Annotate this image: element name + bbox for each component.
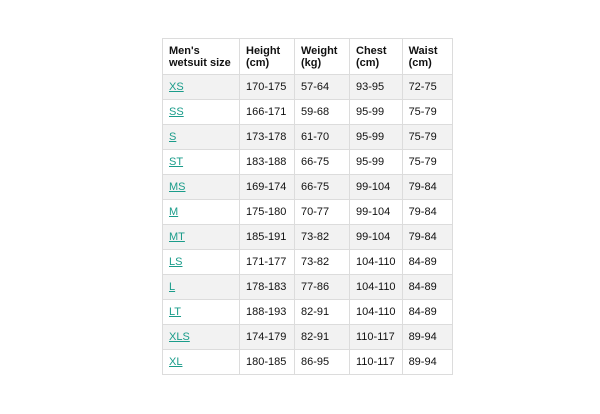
- height-cell: 180-185: [240, 350, 295, 375]
- table-row: [163, 225, 453, 250]
- waist-cell: 84-89: [402, 250, 452, 275]
- size-link[interactable]: S: [169, 131, 177, 143]
- height-cell: 185-191: [240, 225, 295, 250]
- table-row: [163, 150, 453, 175]
- table-row: [163, 350, 453, 375]
- table-row: [163, 200, 453, 225]
- size-cell: [163, 275, 240, 300]
- size-cell: [163, 225, 240, 250]
- waist-cell: 75-79: [402, 150, 452, 175]
- size-link[interactable]: XLS: [169, 331, 190, 343]
- header-chest: Chest (cm): [350, 39, 403, 75]
- height-cell: 188-193: [240, 300, 295, 325]
- weight-cell: 66-75: [295, 150, 350, 175]
- table-row: [163, 75, 453, 100]
- chest-cell: 95-99: [350, 100, 403, 125]
- height-cell: 170-175: [240, 75, 295, 100]
- chest-cell: 99-104: [350, 225, 403, 250]
- header-size: Men's wetsuit size: [163, 39, 240, 75]
- weight-cell: 61-70: [295, 125, 350, 150]
- size-link[interactable]: XL: [169, 356, 183, 368]
- weight-cell: 77-86: [295, 275, 350, 300]
- size-link[interactable]: XS: [169, 81, 184, 93]
- header-height: Height (cm): [240, 39, 295, 75]
- size-cell: [163, 75, 240, 100]
- weight-cell: 66-75: [295, 175, 350, 200]
- weight-cell: 82-91: [295, 325, 350, 350]
- size-chart-header: [163, 39, 453, 75]
- weight-cell: 82-91: [295, 300, 350, 325]
- height-cell: 166-171: [240, 100, 295, 125]
- table-row: [163, 325, 453, 350]
- size-cell: [163, 150, 240, 175]
- size-cell: [163, 200, 240, 225]
- chest-cell: 99-104: [350, 200, 403, 225]
- waist-cell: 75-79: [402, 125, 452, 150]
- size-link[interactable]: MT: [169, 231, 185, 243]
- chest-cell: 104-110: [350, 250, 403, 275]
- header-row: [163, 39, 453, 75]
- weight-cell: 86-95: [295, 350, 350, 375]
- size-cell: [163, 100, 240, 125]
- size-link[interactable]: L: [169, 281, 176, 293]
- chest-cell: 93-95: [350, 75, 403, 100]
- size-cell: [163, 175, 240, 200]
- height-cell: 178-183: [240, 275, 295, 300]
- height-cell: 171-177: [240, 250, 295, 275]
- weight-cell: 70-77: [295, 200, 350, 225]
- chest-cell: 95-99: [350, 125, 403, 150]
- table-row: [163, 175, 453, 200]
- weight-cell: 73-82: [295, 225, 350, 250]
- chest-cell: 110-117: [350, 325, 403, 350]
- size-chart-table: [162, 38, 453, 375]
- header-weight: Weight (kg): [295, 39, 350, 75]
- size-link[interactable]: LS: [169, 256, 183, 268]
- height-cell: 183-188: [240, 150, 295, 175]
- size-link[interactable]: SS: [169, 106, 184, 118]
- table-row: [163, 250, 453, 275]
- size-link[interactable]: ST: [169, 156, 184, 168]
- waist-cell: 84-89: [402, 300, 452, 325]
- table-row: [163, 275, 453, 300]
- height-cell: 175-180: [240, 200, 295, 225]
- chest-cell: 104-110: [350, 300, 403, 325]
- waist-cell: 79-84: [402, 175, 452, 200]
- table-row: [163, 300, 453, 325]
- size-cell: [163, 300, 240, 325]
- weight-cell: 57-64: [295, 75, 350, 100]
- waist-cell: 79-84: [402, 225, 452, 250]
- waist-cell: 89-94: [402, 350, 452, 375]
- waist-cell: 72-75: [402, 75, 452, 100]
- weight-cell: 73-82: [295, 250, 350, 275]
- weight-cell: 59-68: [295, 100, 350, 125]
- chest-cell: 104-110: [350, 275, 403, 300]
- size-cell: [163, 350, 240, 375]
- waist-cell: 84-89: [402, 275, 452, 300]
- size-cell: [163, 325, 240, 350]
- height-cell: 173-178: [240, 125, 295, 150]
- height-cell: 169-174: [240, 175, 295, 200]
- waist-cell: 89-94: [402, 325, 452, 350]
- chest-cell: 110-117: [350, 350, 403, 375]
- chest-cell: 95-99: [350, 150, 403, 175]
- size-link[interactable]: MS: [169, 181, 186, 193]
- size-chart-body: [163, 75, 453, 375]
- waist-cell: 79-84: [402, 200, 452, 225]
- table-row: [163, 100, 453, 125]
- size-cell: [163, 250, 240, 275]
- chest-cell: 99-104: [350, 175, 403, 200]
- size-cell: [163, 125, 240, 150]
- size-link[interactable]: M: [169, 206, 179, 218]
- table-row: [163, 125, 453, 150]
- size-link[interactable]: LT: [169, 306, 182, 318]
- header-waist: Waist (cm): [402, 39, 452, 75]
- height-cell: 174-179: [240, 325, 295, 350]
- waist-cell: 75-79: [402, 100, 452, 125]
